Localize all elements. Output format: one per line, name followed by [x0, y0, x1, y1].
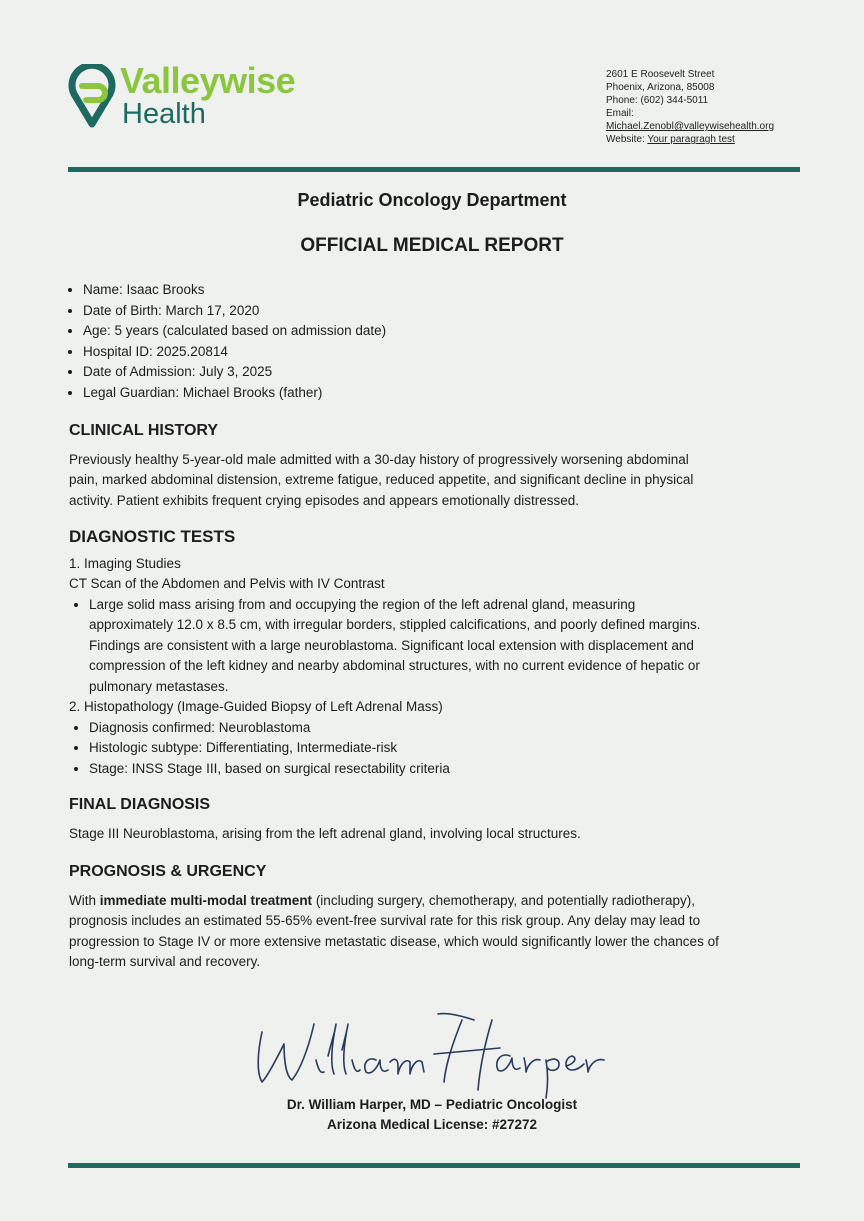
- admission-date: • Date of Admission: July 3, 2025: [83, 362, 719, 383]
- valleywise-logo: [68, 60, 308, 132]
- clinical-history-heading: CLINICAL HISTORY: [69, 422, 219, 439]
- website-link[interactable]: Your paragragh test: [647, 134, 735, 145]
- contact-block: [606, 68, 774, 146]
- imaging-finding: • Large solid mass arising from and occupying the region of the left adrenal gland, measuring approximately 12.0 x 8.5 cm, with irregular borders, stippled calcifications, and poorly defined margins. Findings are consistent with a large neuroblastoma. Significant local extension with displacement and compression of the left kidney and nearby abdominal structures, with no current evidence of hepatic or pulmonary metastases.: [89, 595, 719, 698]
- medical-license: Arizona Medical License: #27272: [326, 1117, 538, 1132]
- email-label: Email:: [606, 108, 634, 119]
- address-line1: 2601 E Roosevelt Street: [606, 69, 715, 80]
- prognosis-text: [69, 891, 719, 973]
- clinical-history-text: Previously healthy 5-year-old male admitted with a 30-day history of progressively worsening abdominal pain, marked abdominal distension, extreme fatigue, reduced appetite, and significant decline in physical activity. Patient exhibits frequent crying episodes and appears emotionally distressed.: [69, 451, 694, 508]
- histopathology-title: 2. Histopathology (Image-Guided Biopsy of Left Adrenal Mass): [69, 699, 443, 714]
- histopathology-item: • Stage: INSS Stage III, based on surgical resectability criteria: [89, 759, 719, 780]
- prognosis-emphasis: immediate multi-modal treatment: [99, 892, 313, 908]
- phone: Phone: (602) 344-5011: [606, 95, 709, 106]
- prognosis-rest: (including surgery, chemotherapy, and potentially radiotherapy), prognosis includes an estimated 55-65% event-free survival rate for this risk group. Any delay may lead to progression to Stage IV or more extensive metastatic disease, which would significantly lower the chances of long-term survival and recovery.: [69, 892, 719, 969]
- diagnostic-tests-heading: DIAGNOSTIC TESTS: [69, 527, 236, 546]
- histopathology-item: • Histologic subtype: Differentiating, Intermediate-risk: [89, 738, 719, 759]
- patient-dob: • Date of Birth: March 17, 2020: [83, 301, 719, 322]
- imaging-title: 1. Imaging Studies: [69, 555, 181, 571]
- email-link[interactable]: Michael.Zenobl@valleywisehealth.org: [606, 121, 775, 132]
- prognosis-lead: With: [69, 892, 100, 908]
- prognosis-heading: PROGNOSIS & URGENCY: [69, 863, 267, 880]
- histopathology-item: • Diagnosis confirmed: Neuroblastoma: [89, 718, 719, 739]
- valleywise-logo-icon: [68, 64, 116, 128]
- brand-name-line1: Valleywise: [120, 60, 296, 101]
- hospital-id: • Hospital ID: 2025.20814: [83, 342, 719, 363]
- handwritten-signature: [248, 1010, 608, 1100]
- website-label: Website:: [606, 134, 648, 145]
- patient-age: • Age: 5 years (calculated based on admission date): [83, 321, 719, 342]
- header-divider: [68, 167, 800, 172]
- website-line: [606, 133, 774, 146]
- department-title: Pediatric Oncology Department: [297, 190, 567, 210]
- final-diagnosis-text: Stage III Neuroblastoma, arising from the left adrenal gland, involving local structures.: [69, 825, 581, 841]
- final-diagnosis-heading: FINAL DIAGNOSIS: [69, 796, 211, 813]
- address-line2: Phoenix, Arizona, 85008: [606, 82, 715, 93]
- patient-info-list: [69, 280, 719, 403]
- brand-name-line2: Health: [122, 98, 206, 130]
- report-body: [69, 280, 719, 973]
- legal-guardian: • Legal Guardian: Michael Brooks (father): [83, 383, 719, 404]
- imaging-subtitle: CT Scan of the Abdomen and Pelvis with IV Contrast: [69, 576, 385, 591]
- histopathology-list: [69, 718, 719, 780]
- signatory-name: Dr. William Harper, MD – Pediatric Oncologist: [286, 1097, 578, 1112]
- patient-name: • Name: Isaac Brooks: [83, 280, 719, 301]
- footer-divider: [68, 1163, 800, 1168]
- imaging-findings-list: [69, 595, 719, 698]
- report-title: OFFICIAL MEDICAL REPORT: [300, 235, 564, 256]
